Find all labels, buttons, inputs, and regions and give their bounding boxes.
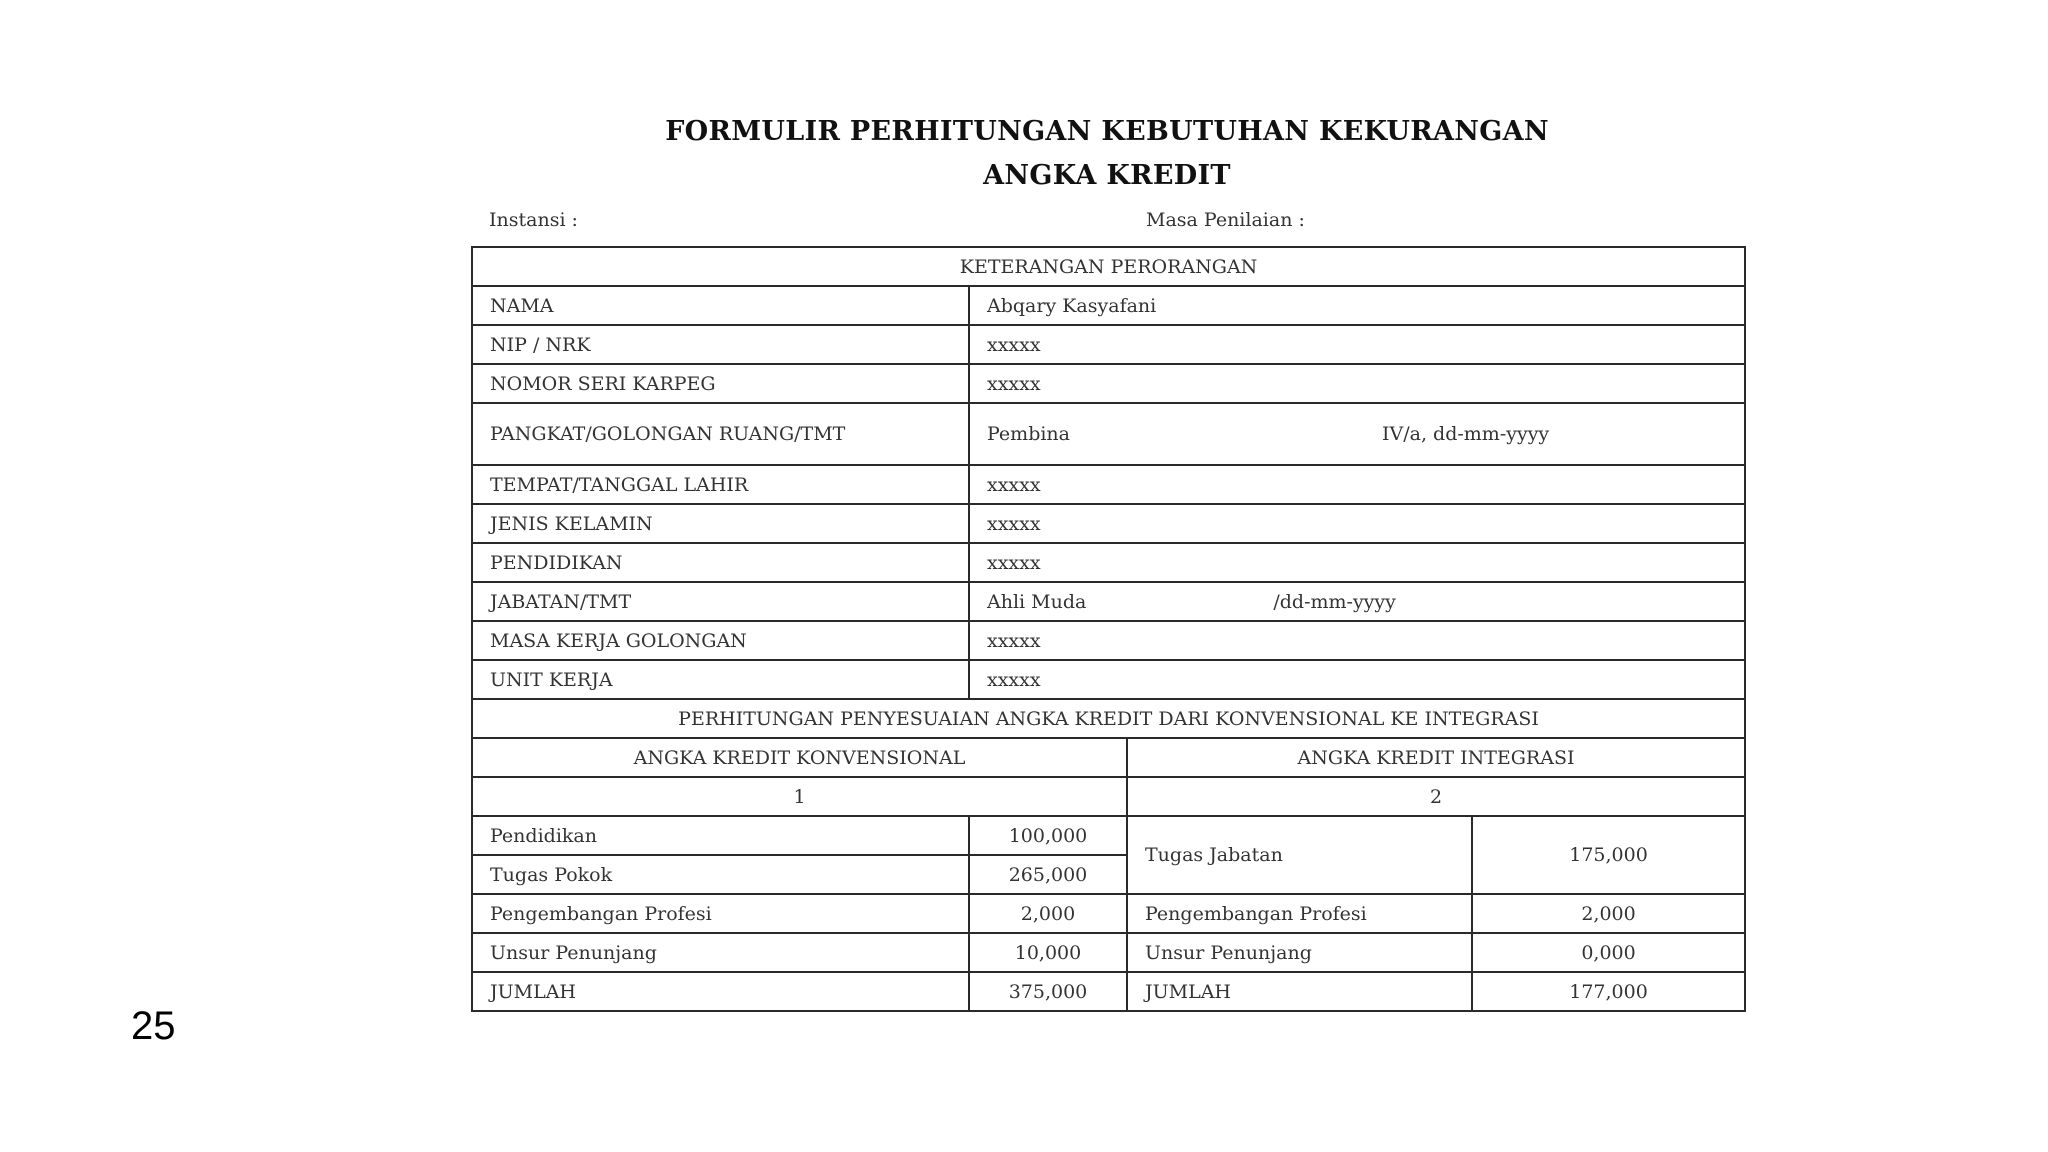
table-row	[472, 325, 1745, 364]
field-value: xxxxx	[969, 660, 1745, 699]
konvensional-label: Pendidikan	[472, 816, 969, 855]
konvensional-value: 2,000	[969, 894, 1127, 933]
integrasi-total-value: 177,000	[1472, 972, 1745, 1011]
konvensional-label: Pengembangan Profesi	[472, 894, 969, 933]
field-label: MASA KERJA GOLONGAN	[472, 621, 969, 660]
field-value: xxxxx	[969, 325, 1745, 364]
konvensional-total-value: 375,000	[969, 972, 1127, 1011]
integrasi-value: 2,000	[1472, 894, 1745, 933]
table-row	[472, 894, 1745, 933]
konvensional-value: 10,000	[969, 933, 1127, 972]
table-row	[472, 621, 1745, 660]
konvensional-value: 100,000	[969, 816, 1127, 855]
table-row	[472, 582, 1745, 621]
field-value	[969, 582, 1745, 621]
field-label: NAMA	[472, 286, 969, 325]
masa-penilaian-label: Masa Penilaian :	[1146, 209, 1305, 231]
column-number-1: 1	[472, 777, 1127, 816]
table-row	[472, 660, 1745, 699]
column-number-2: 2	[1127, 777, 1745, 816]
calculation-section-header: PERHITUNGAN PENYESUAIAN ANGKA KREDIT DARI KONVENSIONAL KE INTEGRASI	[472, 699, 1745, 738]
personal-section-header: KETERANGAN PERORANGAN	[472, 247, 1745, 286]
field-value: xxxxx	[969, 465, 1745, 504]
field-label: PANGKAT/GOLONGAN RUANG/TMT	[472, 403, 969, 465]
integrasi-label: Pengembangan Profesi	[1127, 894, 1472, 933]
konvensional-value: 265,000	[969, 855, 1127, 894]
golongan-tmt-value: IV/a, dd-mm-yyyy	[1382, 423, 1550, 445]
konvensional-label: Unsur Penunjang	[472, 933, 969, 972]
jabatan-value: Ahli Muda	[987, 590, 1087, 613]
table-row	[472, 933, 1745, 972]
field-value: xxxxx	[969, 543, 1745, 582]
slide-number: 25	[131, 1004, 176, 1048]
table-row	[472, 972, 1745, 1011]
integrasi-value: 175,000	[1472, 816, 1745, 894]
form-title-line-1: FORMULIR PERHITUNGAN KEBUTUHAN KEKURANGAN	[665, 116, 1549, 147]
field-label: NOMOR SERI KARPEG	[472, 364, 969, 403]
table-row	[472, 816, 1745, 855]
field-value: xxxxx	[969, 621, 1745, 660]
integrasi-column-header: ANGKA KREDIT INTEGRASI	[1127, 738, 1745, 777]
table-row	[472, 286, 1745, 325]
table-row	[472, 465, 1745, 504]
field-label: JABATAN/TMT	[472, 582, 969, 621]
integrasi-label: Tugas Jabatan	[1127, 816, 1472, 894]
field-label: TEMPAT/TANGGAL LAHIR	[472, 465, 969, 504]
integrasi-value: 0,000	[1472, 933, 1745, 972]
integrasi-label: Unsur Penunjang	[1127, 933, 1472, 972]
field-value	[969, 403, 1745, 465]
field-label: JENIS KELAMIN	[472, 504, 969, 543]
table-row	[472, 403, 1745, 465]
konvensional-column-header: ANGKA KREDIT KONVENSIONAL	[472, 738, 1127, 777]
form-title-line-2: ANGKA KREDIT	[983, 160, 1231, 191]
field-value: xxxxx	[969, 504, 1745, 543]
table-row	[472, 364, 1745, 403]
pangkat-value: Pembina	[987, 423, 1070, 445]
field-label: UNIT KERJA	[472, 660, 969, 699]
table-row	[472, 504, 1745, 543]
integrasi-total-label: JUMLAH	[1127, 972, 1472, 1011]
jabatan-tmt-value: /dd-mm-yyyy	[1273, 590, 1396, 613]
field-value: Abqary Kasyafani	[969, 286, 1745, 325]
field-label: PENDIDIKAN	[472, 543, 969, 582]
konvensional-total-label: JUMLAH	[472, 972, 969, 1011]
table-row	[472, 543, 1745, 582]
credit-form-table	[471, 246, 1746, 1012]
field-value: xxxxx	[969, 364, 1745, 403]
instansi-label: Instansi :	[489, 209, 578, 231]
konvensional-label: Tugas Pokok	[472, 855, 969, 894]
field-label: NIP / NRK	[472, 325, 969, 364]
